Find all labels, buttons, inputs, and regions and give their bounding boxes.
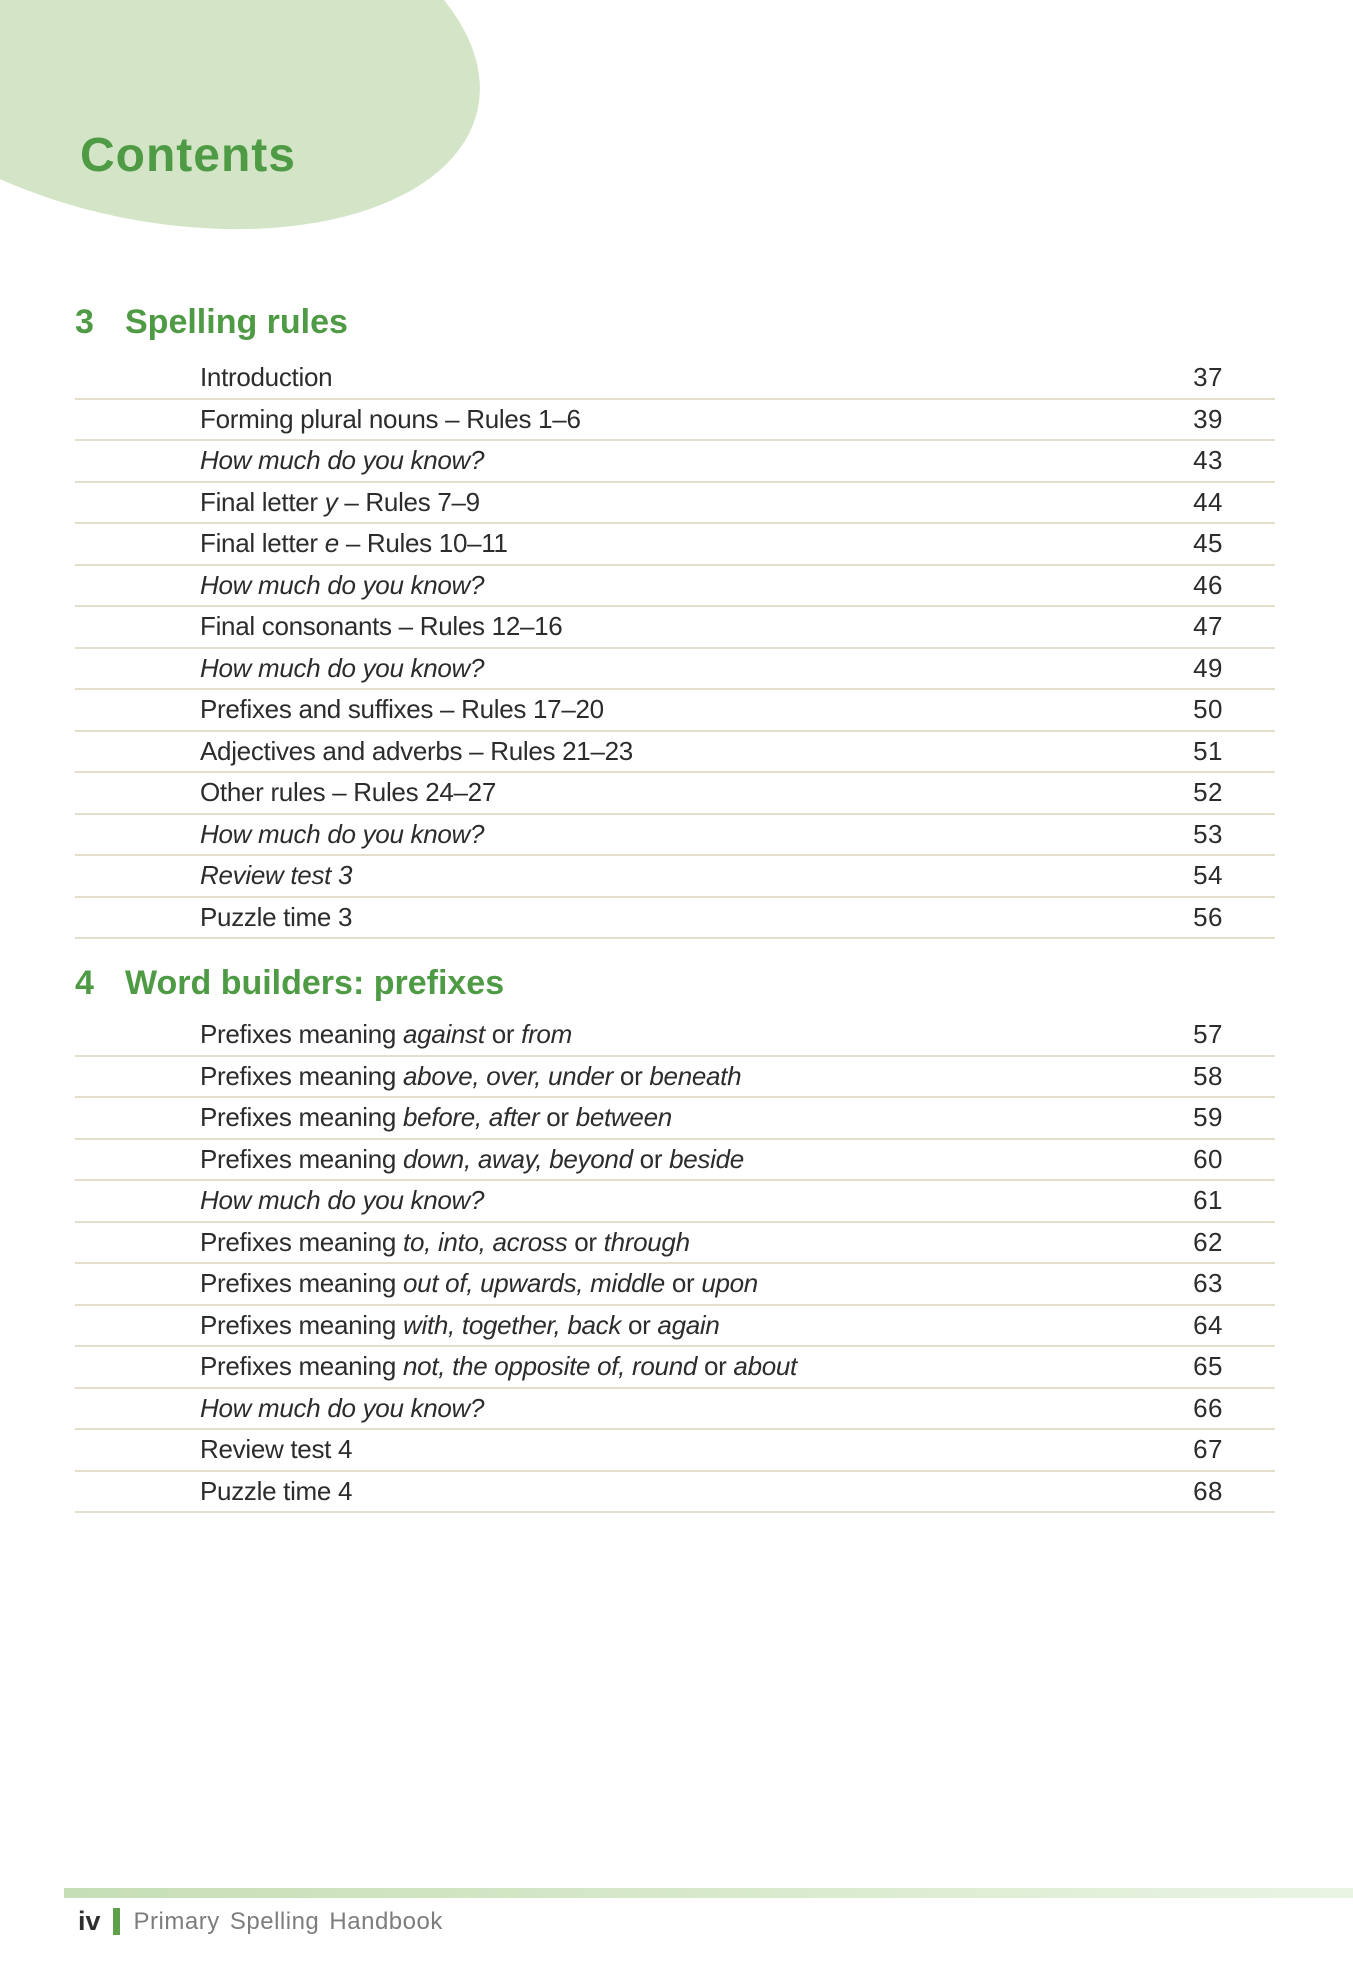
toc-entry: [75, 1098, 1275, 1140]
table-of-contents: [75, 300, 1275, 1513]
toc-entry-page: 64: [1193, 1309, 1223, 1340]
toc-entry-page: 66: [1193, 1392, 1223, 1423]
toc-entry-page: 49: [1193, 652, 1223, 683]
section-title: Spelling rules: [125, 303, 348, 341]
toc-entry: [75, 1430, 1275, 1472]
section-heading: [75, 961, 1275, 1005]
page-folio: iv: [78, 1906, 101, 1936]
toc-entry-page: 37: [1193, 362, 1223, 393]
toc-entry-label: How much do you know?: [200, 1185, 485, 1216]
toc-entry: [75, 1347, 1275, 1389]
toc-entry: [75, 524, 1275, 566]
toc-entry-page: 60: [1193, 1143, 1223, 1174]
toc-entry: [75, 441, 1275, 483]
toc-entry-page: 58: [1193, 1060, 1223, 1091]
toc-entry: [75, 898, 1275, 940]
toc-entry-label: Final letter e – Rules 10–11: [200, 528, 508, 559]
toc-entry: [75, 1472, 1275, 1514]
toc-entry-page: 65: [1193, 1351, 1223, 1382]
toc-entry: [75, 1223, 1275, 1265]
toc-entry-page: 47: [1193, 611, 1223, 642]
book-title: Primary Spelling Handbook: [133, 1907, 443, 1935]
toc-entry-page: 46: [1193, 569, 1223, 600]
footer: [78, 1906, 443, 1937]
toc-entry: [75, 1057, 1275, 1099]
toc-entry-label: Other rules – Rules 24–27: [200, 777, 497, 808]
page-title: Contents: [80, 129, 296, 182]
toc-entry: [75, 1306, 1275, 1348]
toc-section: [75, 961, 1275, 1513]
toc-entry-label: How much do you know?: [200, 818, 485, 849]
toc-entry: [75, 566, 1275, 608]
toc-entry-page: 62: [1193, 1226, 1223, 1257]
toc-entry: [75, 607, 1275, 649]
footer-bar: [64, 1888, 1353, 1898]
toc-entry: [75, 690, 1275, 732]
toc-entry-label: Introduction: [200, 362, 333, 393]
toc-entry-label: How much do you know?: [200, 652, 485, 683]
toc-entry-label: How much do you know?: [200, 445, 485, 476]
footer-divider: [113, 1908, 120, 1935]
toc-entry-label: Review test 4: [200, 1434, 353, 1465]
toc-entry: [75, 400, 1275, 442]
toc-entry-label: Prefixes meaning above, over, under or beneath: [200, 1060, 742, 1091]
toc-entry-page: 51: [1193, 735, 1223, 766]
toc-entry: [75, 1264, 1275, 1306]
toc-entry-page: 56: [1193, 901, 1223, 932]
toc-entry-page: 44: [1193, 486, 1223, 517]
toc-entry-label: Prefixes meaning with, together, back or again: [200, 1309, 720, 1340]
toc-entry: [75, 856, 1275, 898]
toc-entry-label: How much do you know?: [200, 569, 485, 600]
toc-entry-page: 54: [1193, 860, 1223, 891]
toc-entry-label: Forming plural nouns – Rules 1–6: [200, 403, 581, 434]
toc-entry: [75, 732, 1275, 774]
toc-entry-page: 67: [1193, 1434, 1223, 1465]
toc-entry-label: Final consonants – Rules 12–16: [200, 611, 563, 642]
toc-entry: [75, 649, 1275, 691]
toc-entry-page: 59: [1193, 1102, 1223, 1133]
toc-entry-page: 53: [1193, 818, 1223, 849]
toc-entry: [75, 815, 1275, 857]
toc-entry: [75, 358, 1275, 400]
toc-entry-page: 61: [1193, 1185, 1223, 1216]
toc-entry-page: 43: [1193, 445, 1223, 476]
section-title: Word builders: prefixes: [125, 964, 505, 1002]
toc-entry-label: Prefixes meaning against or from: [200, 1019, 572, 1050]
toc-entry: [75, 1389, 1275, 1431]
toc-entry-page: 39: [1193, 403, 1223, 434]
toc-entry: [75, 773, 1275, 815]
toc-entry-label: Adjectives and adverbs – Rules 21–23: [200, 735, 633, 766]
toc-entry-label: Prefixes and suffixes – Rules 17–20: [200, 694, 604, 725]
toc-entry: [75, 483, 1275, 525]
toc-entry: [75, 1015, 1275, 1057]
section-number: 4: [75, 964, 94, 1002]
toc-entry-page: 52: [1193, 777, 1223, 808]
toc-entry-label: Review test 3: [200, 860, 353, 891]
toc-entry-page: 45: [1193, 528, 1223, 559]
toc-entry-page: 63: [1193, 1268, 1223, 1299]
toc-entry-label: Prefixes meaning not, the opposite of, round or about: [200, 1351, 797, 1382]
toc-entry: [75, 1181, 1275, 1223]
toc-entry-label: Puzzle time 3: [200, 901, 353, 932]
toc-entry-label: Prefixes meaning out of, upwards, middle or upon: [200, 1268, 758, 1299]
toc-entry-label: Prefixes meaning to, into, across or through: [200, 1226, 690, 1257]
toc-entry-page: 68: [1193, 1475, 1223, 1506]
toc-entry-page: 50: [1193, 694, 1223, 725]
section-heading: [75, 300, 1275, 344]
section-number: 3: [75, 303, 94, 341]
toc-entry-label: Prefixes meaning before, after or between: [200, 1102, 672, 1133]
toc-entry: [75, 1140, 1275, 1182]
toc-entry-page: 57: [1193, 1019, 1223, 1050]
toc-entry-label: Final letter y – Rules 7–9: [200, 486, 480, 517]
toc-entry-label: Prefixes meaning down, away, beyond or beside: [200, 1143, 744, 1174]
toc-entry-label: How much do you know?: [200, 1392, 485, 1423]
toc-entry-label: Puzzle time 4: [200, 1475, 353, 1506]
toc-section: [75, 300, 1275, 939]
